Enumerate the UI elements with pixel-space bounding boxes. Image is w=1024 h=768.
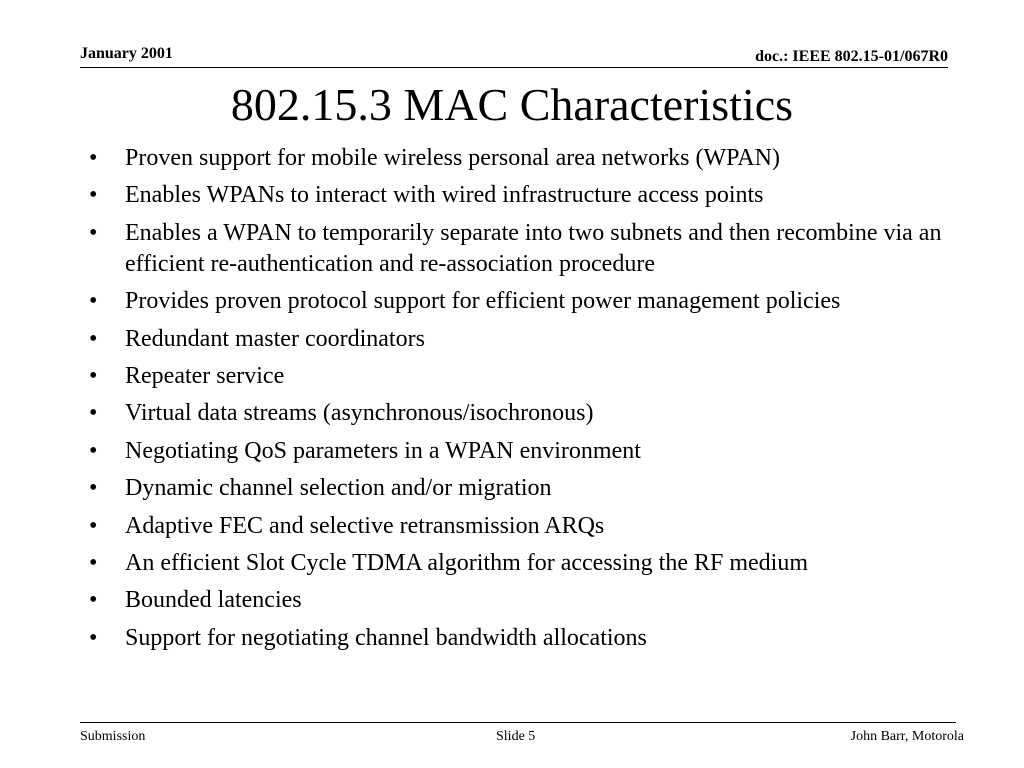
- bullet-text: Redundant master coordinators: [125, 325, 425, 352]
- footer-slide-number: Slide 5: [496, 729, 536, 744]
- bullet-text: Dynamic channel selection and/or migration: [125, 475, 552, 502]
- bullet-item: [82, 548, 952, 579]
- bullet-text: Virtual data streams (asynchronous/isochronous): [125, 400, 594, 427]
- bullet-item: [82, 436, 952, 467]
- bullet-item: [82, 473, 952, 504]
- footer-submission: Submission: [80, 729, 146, 744]
- bullet-text: Enables a WPAN to temporarily separate into two subnets and then recombine via an efficient re-authentication and re-association procedure: [125, 219, 942, 277]
- bullet-text: Repeater service: [125, 362, 285, 389]
- bullet-text: Adaptive FEC and selective retransmission ARQs: [125, 512, 605, 539]
- bullet-item: [82, 218, 952, 280]
- bullet-text: Provides proven protocol support for efficient power management policies: [125, 288, 841, 315]
- bullet-dot-icon: •: [89, 182, 98, 209]
- bullet-item: [82, 585, 952, 616]
- slide-title: 802.15.3 MAC Characteristics: [230, 79, 794, 130]
- header-divider: [80, 67, 948, 68]
- bullet-item: [82, 324, 952, 355]
- bullet-dot-icon: •: [89, 325, 98, 352]
- bullet-text: Enables WPANs to interact with wired infrastructure access points: [125, 182, 764, 209]
- bullet-dot-icon: •: [89, 145, 98, 171]
- bullet-dot-icon: •: [89, 624, 98, 651]
- bullet-text: Bounded latencies: [125, 587, 302, 614]
- bullet-text: An efficient Slot Cycle TDMA algorithm for accessing the RF medium: [125, 549, 809, 576]
- bullet-text: Support for negotiating channel bandwidth allocations: [125, 624, 647, 651]
- bullet-dot-icon: •: [89, 587, 98, 614]
- bullet-dot-icon: •: [89, 512, 98, 539]
- bullet-dot-icon: •: [89, 219, 98, 246]
- bullet-item: [82, 143, 952, 174]
- bullet-item: [82, 361, 952, 392]
- footer-divider: [80, 722, 956, 723]
- bullet-item: [82, 180, 952, 211]
- bullet-item: [82, 286, 952, 317]
- bullet-dot-icon: •: [89, 362, 98, 389]
- bullet-item: [82, 623, 952, 654]
- bullet-item: [82, 511, 952, 542]
- bullet-dot-icon: •: [89, 549, 98, 576]
- footer-author: John Barr, Motorola: [850, 729, 964, 744]
- bullet-dot-icon: •: [89, 288, 98, 315]
- header-date: January 2001: [80, 45, 173, 62]
- bullet-dot-icon: •: [89, 475, 98, 502]
- header-doc-id: doc.: IEEE 802.15-01/067R0: [755, 48, 948, 65]
- bullet-item: [82, 398, 952, 429]
- bullet-text: Negotiating QoS parameters in a WPAN environment: [125, 437, 641, 464]
- bullet-text: Proven support for mobile wireless personal area networks (WPAN): [125, 145, 780, 171]
- bullet-list: [82, 143, 952, 660]
- bullet-dot-icon: •: [89, 437, 98, 464]
- bullet-dot-icon: •: [89, 400, 98, 427]
